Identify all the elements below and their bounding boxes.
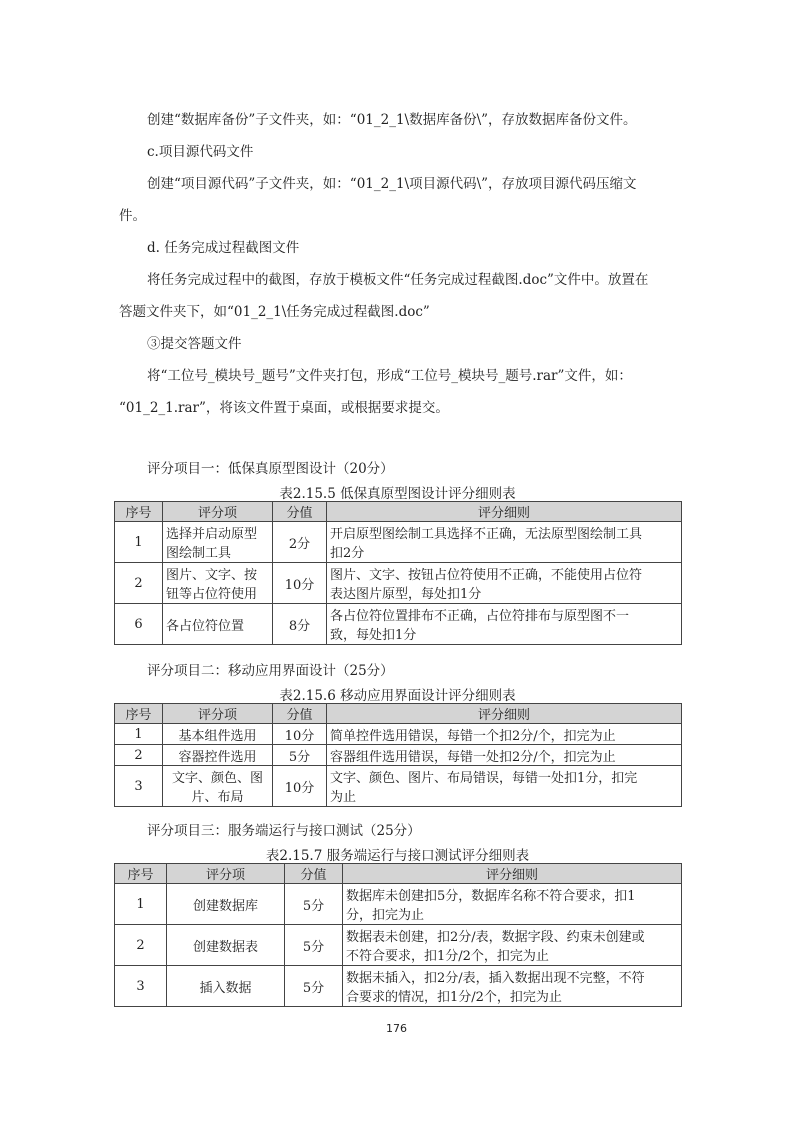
table-row (115, 522, 682, 563)
header-index: 序号 (115, 704, 163, 724)
section1-scoring-table (114, 501, 682, 645)
table-header-row (115, 864, 682, 884)
row-index: 1 (115, 522, 163, 563)
row-index: 2 (115, 563, 163, 604)
table-row (115, 745, 682, 766)
paragraph-screenshot-title: d. 任务完成过程截图文件 (147, 240, 300, 256)
row-index: 1 (115, 724, 163, 745)
header-item: 评分项 (167, 864, 285, 884)
row-score: 5分 (285, 884, 343, 925)
section1-heading: 评分项目一：低保真原型图设计（20分） (147, 461, 394, 477)
row-detail: 数据未插入，扣2分/表，插入数据出现不完整，不符 合要求的情况，扣1分/2个，扣完为止 (343, 966, 682, 1007)
row-item: 各占位符位置 (163, 604, 273, 645)
table-header-row (115, 704, 682, 724)
section2-heading: 评分项目二：移动应用界面设计（25分） (147, 663, 394, 679)
row-item: 文字、颜色、图 片、布局 (163, 766, 273, 807)
paragraph-screenshot-line2: 答题文件夹下，如“01_2_1\任务完成过程截图.doc” (119, 304, 430, 320)
section3-scoring-table (114, 863, 682, 1007)
row-score: 2分 (273, 522, 327, 563)
paragraph-submit-title: ③提交答题文件 (147, 336, 242, 352)
row-detail: 简单控件选用错误，每错一个扣2分/个，扣完为止 (327, 724, 682, 745)
table-row (115, 966, 682, 1007)
row-item: 图片、文字、按 钮等占位符使用 (163, 563, 273, 604)
header-detail: 评分细则 (343, 864, 682, 884)
table-header-row (115, 502, 682, 522)
table-row (115, 884, 682, 925)
section3-heading: 评分项目三：服务端运行与接口测试（25分） (147, 823, 421, 839)
row-score: 10分 (273, 766, 327, 807)
row-score: 5分 (285, 966, 343, 1007)
table-row (115, 766, 682, 807)
row-item: 创建数据表 (167, 925, 285, 966)
paragraph-source-code-title: c.项目源代码文件 (147, 144, 254, 160)
row-detail: 开启原型图绘制工具选择不正确，无法原型图绘制工具 扣2分 (327, 522, 682, 563)
row-index: 1 (115, 884, 167, 925)
row-item: 创建数据库 (167, 884, 285, 925)
header-score: 分值 (273, 502, 327, 522)
row-detail: 图片、文字、按钮占位符使用不正确，不能使用占位符 表达图片原型，每处扣1分 (327, 563, 682, 604)
row-score: 5分 (273, 745, 327, 766)
row-index: 3 (115, 966, 167, 1007)
header-item: 评分项 (163, 502, 273, 522)
row-detail: 容器组件选用错误，每错一处扣2分/个，扣完为止 (327, 745, 682, 766)
paragraph-source-code-line2: 件。 (119, 208, 146, 224)
row-index: 2 (115, 745, 163, 766)
row-detail: 数据库未创建扣5分，数据库名称不符合要求，扣1 分，扣完为止 (343, 884, 682, 925)
row-item: 选择并启动原型 图绘制工具 (163, 522, 273, 563)
row-item: 插入数据 (167, 966, 285, 1007)
table-row (115, 724, 682, 745)
header-detail: 评分细则 (327, 502, 682, 522)
row-score: 8分 (273, 604, 327, 645)
row-detail: 数据表未创建，扣2分/表，数据字段、约束未创建或 不符合要求，扣1分/2个，扣完为止 (343, 925, 682, 966)
section3-table-caption: 表2.15.7 服务端运行与接口测试评分细则表 (265, 848, 530, 864)
table-row (115, 563, 682, 604)
row-index: 6 (115, 604, 163, 645)
header-detail: 评分细则 (327, 704, 682, 724)
paragraph-database-backup: 创建“数据库备份”子文件夹，如：“01_2_1\数据库备份\”，存放数据库备份文件。 (147, 112, 637, 128)
header-index: 序号 (115, 502, 163, 522)
row-score: 10分 (273, 563, 327, 604)
header-score: 分值 (273, 704, 327, 724)
row-score: 5分 (285, 925, 343, 966)
header-index: 序号 (115, 864, 167, 884)
section2-scoring-table (114, 703, 682, 807)
page-number: 176 (386, 1022, 407, 1035)
header-score: 分值 (285, 864, 343, 884)
row-index: 2 (115, 925, 167, 966)
paragraph-submit-line1: 将“工位号_模块号_题号”文件夹打包，形成“工位号_模块号_题号.rar”文件，如： (147, 368, 632, 384)
table-row (115, 604, 682, 645)
table-row (115, 925, 682, 966)
row-score: 10分 (273, 724, 327, 745)
paragraph-source-code-line1: 创建“项目源代码”子文件夹，如：“01_2_1\项目源代码\”，存放项目源代码压缩文 (147, 176, 637, 192)
section1-table-caption: 表2.15.5 低保真原型图设计评分细则表 (279, 486, 516, 502)
section2-table-caption: 表2.15.6 移动应用界面设计评分细则表 (279, 688, 516, 704)
paragraph-submit-line2: “01_2_1.rar”，将该文件置于桌面，或根据要求提交。 (119, 400, 449, 416)
row-item: 容器控件选用 (163, 745, 273, 766)
row-index: 3 (115, 766, 163, 807)
header-item: 评分项 (163, 704, 273, 724)
paragraph-screenshot-line1: 将任务完成过程中的截图，存放于模板文件“任务完成过程截图.doc”文件中。放置在 (147, 272, 649, 288)
row-detail: 各占位符位置排布不正确，占位符排布与原型图不一 致，每处扣1分 (327, 604, 682, 645)
row-detail: 文字、颜色、图片、布局错误，每错一处扣1分，扣完 为止 (327, 766, 682, 807)
row-item: 基本组件选用 (163, 724, 273, 745)
